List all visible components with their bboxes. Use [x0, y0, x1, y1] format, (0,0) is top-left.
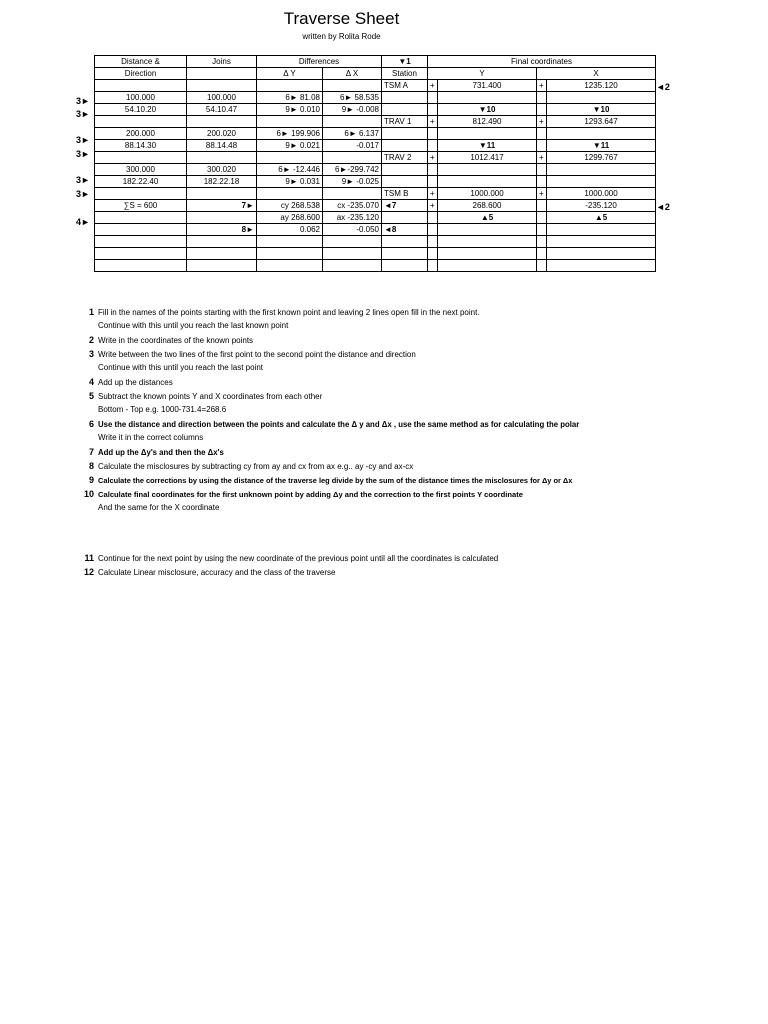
plus-sign: + [428, 152, 438, 164]
coord-y: 731.400 [438, 80, 537, 92]
marker-x: ▼11 [547, 140, 656, 152]
header-y: Y [428, 68, 537, 80]
marker-3-left: 3► [76, 109, 90, 119]
header-row-2 [95, 68, 656, 80]
plus-sign: + [537, 188, 547, 200]
marker-4-left: 4► [76, 217, 90, 227]
header-final-coordinates: Final coordinates [428, 56, 656, 68]
table-row [95, 152, 656, 164]
cell [95, 152, 187, 164]
correction-x: -0.017 [323, 140, 382, 152]
header-row-1 [95, 56, 656, 68]
cell [428, 212, 438, 224]
instruction-item: Continue with this until you reach the last known point [98, 321, 289, 330]
header-station: Station [382, 68, 428, 80]
marker-8: 8► [187, 224, 257, 236]
cell [187, 188, 257, 200]
header-delta-y: Δ Y [257, 68, 323, 80]
delta-y-value: 6► 199.906 [257, 128, 323, 140]
cell [438, 164, 537, 176]
distance-value: 300.000 [95, 164, 187, 176]
header-joins: Joins [187, 56, 257, 68]
marker-3-left: 3► [76, 175, 90, 185]
table-row [95, 92, 656, 104]
instruction-item: Continue with this until you reach the last point [98, 363, 263, 372]
cell [95, 188, 187, 200]
marker-x: ▼10 [547, 104, 656, 116]
instruction-item: 6 Use the distance and direction between the points and calculate the Δ y and Δx , use the same method as for calculating the polar [88, 419, 580, 429]
table-row [95, 260, 656, 272]
cell [187, 80, 257, 92]
cell [428, 92, 438, 104]
delta-x-value: 6► 6.137 [323, 128, 382, 140]
plus-sign: + [428, 188, 438, 200]
computed-x-sum: cx -235.070 [323, 200, 382, 212]
marker-3-left: 3► [76, 149, 90, 159]
marker-7-left: ◄7 [382, 200, 428, 212]
cell [257, 188, 323, 200]
misclosure-y: 0.062 [257, 224, 323, 236]
joins-value: 200.020 [187, 128, 257, 140]
cell [428, 224, 438, 236]
cell [323, 80, 382, 92]
cell [382, 128, 428, 140]
cell [438, 224, 537, 236]
cell [537, 140, 547, 152]
cell [95, 224, 187, 236]
cell [382, 212, 428, 224]
instruction-item: 10 Calculate final coordinates for the first unknown point by adding Δy and the correction to the first points Y coordinate [83, 489, 523, 499]
header-station-marker: ▼1 [382, 56, 428, 68]
table-row [95, 212, 656, 224]
coord-x: 1293.647 [547, 116, 656, 128]
instruction-item: 7 Add up the Δy's and then the Δx's [88, 447, 224, 457]
cell [537, 176, 547, 188]
direction-value: 88.14.30 [95, 140, 187, 152]
misclosure-x: -0.050 [323, 224, 382, 236]
table-row [95, 128, 656, 140]
cell [257, 116, 323, 128]
header-x: X [537, 68, 656, 80]
correction-y: 9► 0.031 [257, 176, 323, 188]
instruction-item: 2 Write in the coordinates of the known points [88, 335, 254, 345]
plus-sign: + [537, 80, 547, 92]
table-row [95, 224, 656, 236]
cell [428, 140, 438, 152]
cell [438, 176, 537, 188]
instruction-item: 3 Write between the two lines of the first point to the second point the distance and direction [88, 349, 416, 359]
instruction-item: Write it in the correct columns [98, 433, 204, 442]
instruction-item: Bottom - Top e.g. 1000-731.4=268.6 [98, 405, 227, 414]
actual-x-diff: -235.120 [547, 200, 656, 212]
cell [537, 104, 547, 116]
coord-x: 1235.120 [547, 80, 656, 92]
cell [547, 224, 656, 236]
coord-y: 1000.000 [438, 188, 537, 200]
table-row [95, 140, 656, 152]
table-row [95, 164, 656, 176]
cell [428, 128, 438, 140]
actual-x-sum: ax -235.120 [323, 212, 382, 224]
cell [323, 188, 382, 200]
marker-3-left: 3► [76, 96, 90, 106]
cell [428, 104, 438, 116]
delta-x-value: 6►-299.742 [323, 164, 382, 176]
plus-sign: + [428, 200, 438, 212]
cell [382, 104, 428, 116]
instruction-item: 8 Calculate the misclosures by subtracting cy from ay and cx from ax e.g.. ay -cy and ax-cx [88, 461, 414, 471]
marker-y: ▼11 [438, 140, 537, 152]
table-row [95, 188, 656, 200]
table-row [95, 236, 656, 248]
cell [95, 80, 187, 92]
sheet-title: Traverse Sheet [283, 9, 400, 28]
cell [537, 164, 547, 176]
header-distance: Distance & [95, 56, 187, 68]
header-delta-x: Δ X [323, 68, 382, 80]
cell [323, 116, 382, 128]
distance-value: 200.000 [95, 128, 187, 140]
sheet-subtitle: written by Rolita Rode [302, 32, 381, 41]
instruction-item: 5 Subtract the known points Y and X coordinates from each other [88, 391, 323, 401]
cell [537, 212, 547, 224]
header-direction: Direction [95, 68, 187, 80]
correction-x: 9► -0.025 [323, 176, 382, 188]
marker-5-x: ▲5 [547, 212, 656, 224]
cell [187, 152, 257, 164]
joins-direction: 182.22.18 [187, 176, 257, 188]
cell [438, 128, 537, 140]
table-row [95, 248, 656, 260]
marker-8-left: ◄8 [382, 224, 428, 236]
cell [257, 80, 323, 92]
marker-7: 7► [187, 200, 257, 212]
marker-2-right: ◄2 [656, 202, 670, 212]
table-row [95, 116, 656, 128]
cell [547, 164, 656, 176]
actual-y-diff: 268.600 [438, 200, 537, 212]
station-name: TSM B [382, 188, 428, 200]
marker-3-left: 3► [76, 189, 90, 199]
cell [537, 128, 547, 140]
plus-sign: + [537, 152, 547, 164]
plus-sign: + [537, 116, 547, 128]
instructions-list [78, 305, 718, 585]
marker-3-left: 3► [76, 135, 90, 145]
delta-y-value: 6► 81.08 [257, 92, 323, 104]
traverse-table [94, 55, 656, 272]
marker-5-y: ▲5 [438, 212, 537, 224]
delta-x-value: 6► 58.535 [323, 92, 382, 104]
station-name: TRAV 2 [382, 152, 428, 164]
station-name: TSM A [382, 80, 428, 92]
cell [547, 176, 656, 188]
cell [547, 92, 656, 104]
computed-y-sum: cy 268.538 [257, 200, 323, 212]
direction-value: 182.22.40 [95, 176, 187, 188]
cell [382, 140, 428, 152]
distance-value: 100.000 [95, 92, 187, 104]
instruction-item: And the same for the X coordinate [98, 503, 220, 512]
coord-x: 1299.767 [547, 152, 656, 164]
cell [323, 152, 382, 164]
correction-y: 9► 0.010 [257, 104, 323, 116]
cell [95, 116, 187, 128]
table-row [95, 80, 656, 92]
table-row [95, 200, 656, 212]
instruction-item: 12 Calculate Linear misclosure, accuracy and the class of the traverse [83, 567, 336, 577]
cell [187, 116, 257, 128]
coord-x: 1000.000 [547, 188, 656, 200]
cell [438, 92, 537, 104]
cell [95, 212, 187, 224]
marker-y: ▼10 [438, 104, 537, 116]
instruction-item: 1 Fill in the names of the points starting with the first known point and leaving 2 lines open fill in the next point. [88, 307, 480, 317]
cell [428, 164, 438, 176]
distance-sum: ∑S = 600 [95, 200, 187, 212]
instruction-item: 11 Continue for the next point by using the new coordinate of the previous point until all the coordinates is calculated [84, 553, 499, 563]
cell [187, 68, 257, 80]
cell [382, 164, 428, 176]
delta-y-value: 6► -12.446 [257, 164, 323, 176]
joins-direction: 88.14.48 [187, 140, 257, 152]
correction-x: 9► -0.008 [323, 104, 382, 116]
cell [428, 176, 438, 188]
cell [382, 92, 428, 104]
direction-value: 54.10.20 [95, 104, 187, 116]
table-row [95, 176, 656, 188]
joins-value: 300.020 [187, 164, 257, 176]
instruction-item: 9 Calculate the corrections by using the distance of the traverse leg divide by the sum of the distance times the misclosures for Δy or Δx [88, 475, 573, 485]
cell [547, 128, 656, 140]
plus-sign: + [428, 80, 438, 92]
cell [187, 212, 257, 224]
plus-sign: + [428, 116, 438, 128]
table-row [95, 104, 656, 116]
cell [537, 224, 547, 236]
cell [257, 152, 323, 164]
marker-2-right: ◄2 [656, 82, 670, 92]
header-differences: Differences [257, 56, 382, 68]
coord-y: 812.490 [438, 116, 537, 128]
coord-y: 1012.417 [438, 152, 537, 164]
instruction-item: 4 Add up the distances [88, 377, 173, 387]
station-name: TRAV 1 [382, 116, 428, 128]
joins-direction: 54.10.47 [187, 104, 257, 116]
cell [537, 92, 547, 104]
actual-y-sum: ay 268.600 [257, 212, 323, 224]
cell [382, 176, 428, 188]
cell [537, 200, 547, 212]
joins-value: 100.000 [187, 92, 257, 104]
correction-y: 9► 0.021 [257, 140, 323, 152]
